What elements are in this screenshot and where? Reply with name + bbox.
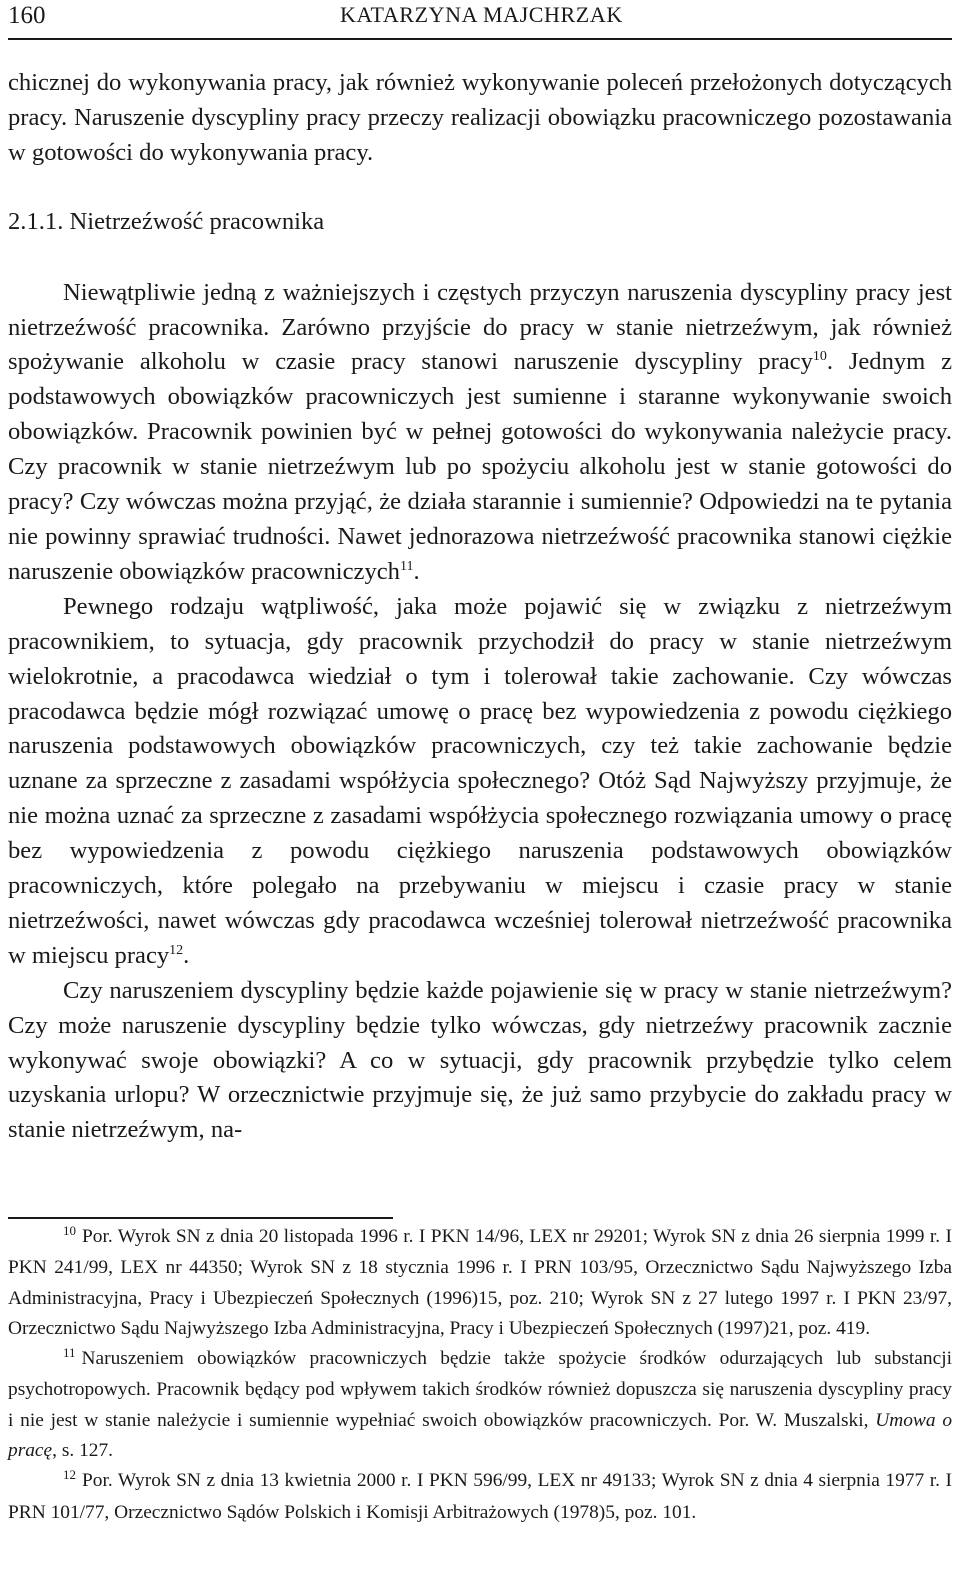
running-head-author: KATARZYNA MAJCHRZAK <box>340 2 623 27</box>
footnote-12-mark: 12 <box>63 1467 76 1483</box>
paragraph-2-text-b: . <box>183 941 190 969</box>
footnote-11-mark: 11 <box>63 1345 76 1361</box>
body-text <box>8 66 952 1148</box>
footnote-11-text-a: Naruszeniem obowiązków pracowniczych będzie także spożycie środków odurzających lub substancji psychotropowych. Pracownik będący pod wpływem takich środków również dopuszcza się naruszenia dyscypliny pracy i nie jest w stanie należycie i sumiennie wypełniać swoich obowiązków pracowniczych. Por. W. Muszalski, <box>8 1348 952 1431</box>
paragraph-1-text-c: . <box>413 557 420 585</box>
page-header <box>8 0 952 40</box>
paragraph-1-text-a: Niewątpliwie jedną z ważniejszych i częstych przyczyn naruszenia dyscypliny pracy jest nietrzeźwość pracownika. Zarówno przyjście do pracy w stanie nietrzeźwym, jak również spożywanie alkoholu w czasie pracy stanowi naruszenie dyscypliny pracy <box>8 278 952 376</box>
footnote-10-mark: 10 <box>63 1223 76 1238</box>
paragraph-1 <box>8 276 952 590</box>
footnote-ref-10[interactable]: 10 <box>812 349 827 365</box>
footnote-ref-11[interactable]: 11 <box>399 558 414 574</box>
paragraph-intro: chicznej do wykonywania pracy, jak również wykonywanie poleceń przełożonych dotyczących pracy. Naruszenie dyscypliny pracy przeczy realizacji obowiązku pracowniczego pozostawania w gotowości do wykonywania pracy. <box>8 69 952 166</box>
section-heading: 2.1.1. Nietrzeźwość pracownika <box>8 207 325 235</box>
footnote-10 <box>8 1222 952 1344</box>
header-rule <box>8 38 952 40</box>
footnote-10-text: Por. Wyrok SN z dnia 20 listopada 1996 r. I PKN 14/96, LEX nr 29201; Wyrok SN z dnia 26 sierpnia 1999 r. I PKN 241/99, LEX nr 44350; Wyrok SN z 18 stycznia 1996 r. I PRN 103/95, Orzecznictwo Sądu Najwyższego Izba Administracyjna, Pracy i Ubezpieczeń Społecznych (1996)15, poz. 210; Wyrok SN z 27 lutego 1997 r. I PKN 23/97, Orzecznictwo Sądu Najwyższego Izba Administracyjna, Pracy i Ubezpieczeń Społecznych (1997)21, poz. 419. <box>8 1226 952 1339</box>
footnote-ref-12[interactable]: 12 <box>169 942 184 958</box>
paragraph-2 <box>8 590 952 974</box>
paragraph-1-text-b: . Jednym z podstawowych obowiązków pracowniczych jest sumienne i staranne wykonywanie swoich obowiązków. Pracownik powinien być w pełnej gotowości do wykonywania należycie pracy. Czy pracownik w stanie nietrzeźwym lub po spożyciu alkoholu jest w stanie gotowości do pracy? Czy wówczas można przyjąć, że działa starannie i sumiennie? Odpowiedzi na te pytania nie powinny sprawiać trudności. Nawet jednorazowa nietrzeźwość pracownika stanowi ciężkie naruszenie obowiązków pracowniczych <box>8 348 952 585</box>
footnote-11-title: Umowa o pracę <box>8 1409 953 1462</box>
footnote-11 <box>8 1344 952 1466</box>
footnote-12-text: Por. Wyrok SN z dnia 13 kwietnia 2000 r. I PKN 596/99, LEX nr 49133; Wyrok SN z dnia 4 sierpnia 1977 r. I PRN 101/77, Orzecznictwo Sądów Polskich i Komisji Arbitrażowych (1978)5, poz. 101. <box>8 1470 952 1523</box>
footnote-12 <box>8 1466 952 1528</box>
footnote-11-text-b: , s. 127. <box>52 1440 114 1462</box>
page-number: 160 <box>8 2 46 29</box>
paragraph-2-text-a: Pewnego rodzaju wątpliwość, jaka może pojawić się w związku z nietrzeźwym pracownikiem, to sytuacja, gdy pracownik przychodził do pracy w stanie nietrzeźwym wielokrotnie, a pracodawca wiedział o tym i tolerował takie zachowanie. Czy wówczas pracodawca będzie mógł rozwiązać umowę o pracę bez wypowiedzenia z powodu ciężkiego naruszenia podstawowych obowiązków pracowniczych, czy też takie zachowanie będzie uznane za sprzeczne z zasadami współżycia społecznego? Otóż Sąd Najwyższy przyjmuje, że nie można uznać za sprzeczne z zasadami współżycia społecznego rozwiązania umowy o pracę bez wypowiedzenia z powodu ciężkiego naruszenia podstawowych obowiązków pracowniczych, które polegało na przebywaniu w miejscu i czasie pracy w stanie nietrzeźwości, nawet wówczas gdy pracodawca wcześniej tolerował nietrzeźwość pracownika w miejscu pracy <box>8 592 952 969</box>
paragraph-3: Czy naruszeniem dyscypliny będzie każde pojawienie się w pracy w stanie nietrzeźwym? Czy może naruszenie dyscypliny będzie tylko wówczas, gdy nietrzeźwy pracownik zacznie wykonywać swoje obowiązki? A co w sytuacji, gdy pracownik przybędzie tylko celem uzyskania urlopu? W orzecznictwie przyjmuje się, że już samo przybycie do zakładu pracy w stanie nietrzeźwym, na- <box>8 976 952 1144</box>
footnotes <box>8 1222 952 1528</box>
footnote-separator <box>8 1217 393 1219</box>
